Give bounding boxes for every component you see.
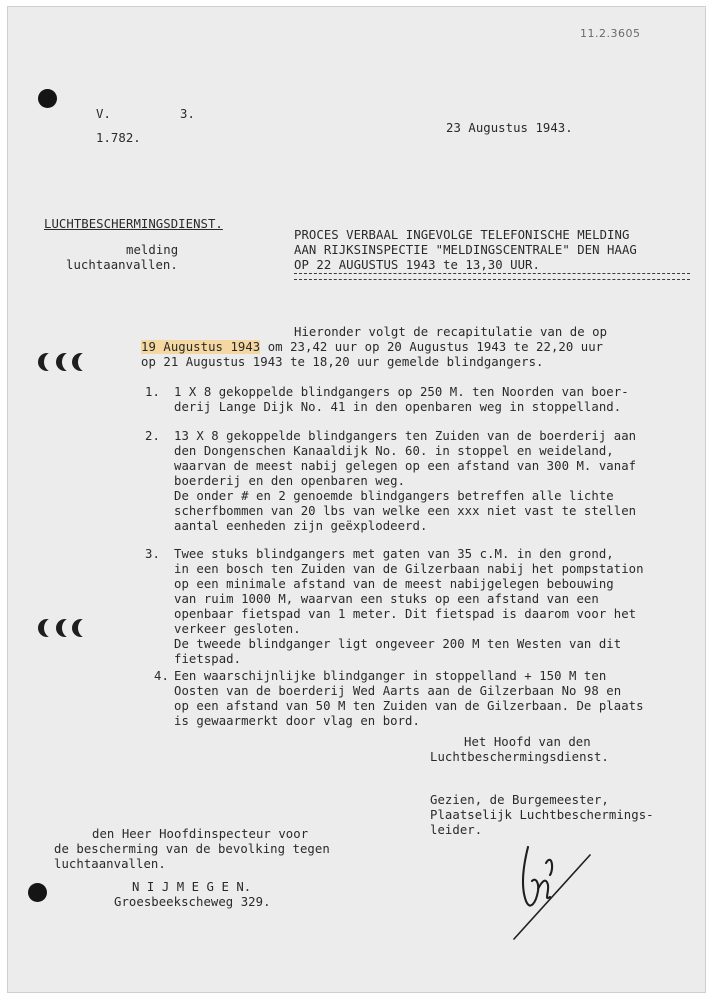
item-line: verkeer gesloten. xyxy=(174,622,301,636)
title-line-2: AAN RIJKSINSPECTIE "MELDINGSCENTRALE" DEN HAAG xyxy=(294,243,637,257)
addressee-line-3: luchtaanvallen. xyxy=(54,857,166,871)
archive-number: 11.2.3605 xyxy=(580,27,641,40)
reference-number: 3. xyxy=(180,107,195,121)
item-line: van ruim 1000 M, waarvan een stuks op een afstand van een xyxy=(174,592,599,606)
item-line: Oosten van de boerderij Wed Aarts aan de Gilzerbaan No 98 en xyxy=(174,684,622,698)
title-line-3: OP 22 AUGUSTUS 1943 te 13,30 UUR. xyxy=(294,258,540,272)
item-line: De tweede blindganger ligt ongeveer 200 M ten Westen van dit xyxy=(174,637,622,651)
title-line-1: PROCES VERBAAL INGEVOLGE TELEFONISCHE MELDING xyxy=(294,228,630,242)
item-number: 3. xyxy=(145,547,160,561)
highlighted-date: 19 Augustus 1943 xyxy=(141,340,261,354)
mayor-line-3: leider. xyxy=(430,823,483,837)
binder-mark-upper xyxy=(38,353,108,373)
document-page xyxy=(8,7,705,992)
intro-line-2-rest: om 23,42 uur op 20 Augustus 1943 te 22,20 uur xyxy=(260,340,604,354)
signatory-title-1: Het Hoofd van den xyxy=(464,735,591,749)
item-line: 1 X 8 gekoppelde blindgangers op 250 M. ten Noorden van boer- xyxy=(174,385,629,399)
item-line: op een afstand van 50 M ten Zuiden van de Gilzerbaan. De plaats xyxy=(174,699,644,713)
handwritten-signature xyxy=(506,823,596,943)
item-line: 13 X 8 gekoppelde blindgangers ten Zuiden van de boerderij aan xyxy=(174,429,637,443)
item-line: boerderij en den openbaren weg. xyxy=(174,474,406,488)
intro-line-3: op 21 Augustus 1943 te 18,20 uur gemelde blindgangers. xyxy=(141,355,544,369)
item-line: derij Lange Dijk No. 41 in den openbaren weg in stoppelland. xyxy=(174,400,622,414)
addressee-line-2: de bescherming van de bevolking tegen xyxy=(54,842,330,856)
intro-line-1: Hieronder volgt de recapitulatie van de op xyxy=(294,325,608,339)
item-number: 4. xyxy=(154,669,169,683)
binder-mark-lower xyxy=(38,619,108,639)
item-line: is gewaarmerkt door vlag en bord. xyxy=(174,714,420,728)
subject-line-1: melding xyxy=(126,243,179,257)
subject-line-2: luchtaanvallen. xyxy=(66,258,178,272)
title-double-rule xyxy=(294,273,690,280)
department-name: LUCHTBESCHERMINGSDIENST. xyxy=(44,217,223,231)
mayor-line-2: Plaatselijk Luchtbeschermings- xyxy=(430,808,654,822)
signatory-title-2: Luchtbeschermingsdienst. xyxy=(430,750,609,764)
punch-hole-top xyxy=(38,89,57,108)
item-line: waarvan de meest nabij gelegen op een afstand van 300 M. vanaf xyxy=(174,459,637,473)
reference-v: V. xyxy=(96,107,111,121)
punch-hole-bottom xyxy=(28,883,47,902)
intro-line-2 xyxy=(141,340,603,354)
item-line: Twee stuks blindgangers met gaten van 35 c.M. in den grond, xyxy=(174,547,614,561)
item-line: De onder # en 2 genoemde blindgangers betreffen alle lichte xyxy=(174,489,614,503)
item-line: op een minimale afstand van de meest nabijgelegen bebouwing xyxy=(174,577,614,591)
item-line: fietspad. xyxy=(174,652,242,666)
mayor-line-1: Gezien, de Burgemeester, xyxy=(430,793,609,807)
item-line: openbaar fietspad van 1 meter. Dit fietspad is daarom voor het xyxy=(174,607,637,621)
document-date: 23 Augustus 1943. xyxy=(446,121,573,135)
item-line: scherfbommen van 20 lbs van welke een xxx niet vast te stellen xyxy=(174,504,637,518)
addressee-street: Groesbeekscheweg 329. xyxy=(114,895,271,909)
addressee-line-1: den Heer Hoofdinspecteur voor xyxy=(92,827,309,841)
item-line: in een bosch ten Zuiden van de Gilzerbaan nabij het pompstation xyxy=(174,562,644,576)
addressee-city: N I J M E G E N. xyxy=(132,880,252,894)
item-line: Een waarschijnlijke blindganger in stoppelland + 150 M ten xyxy=(174,669,607,683)
item-line: aantal eenheden zijn geëxplodeerd. xyxy=(174,519,428,533)
item-number: 2. xyxy=(145,429,160,443)
reference-code: 1.782. xyxy=(96,131,141,145)
item-number: 1. xyxy=(145,385,160,399)
item-line: den Dongenschen Kanaaldijk No. 60. in stoppel en weideland, xyxy=(174,444,614,458)
